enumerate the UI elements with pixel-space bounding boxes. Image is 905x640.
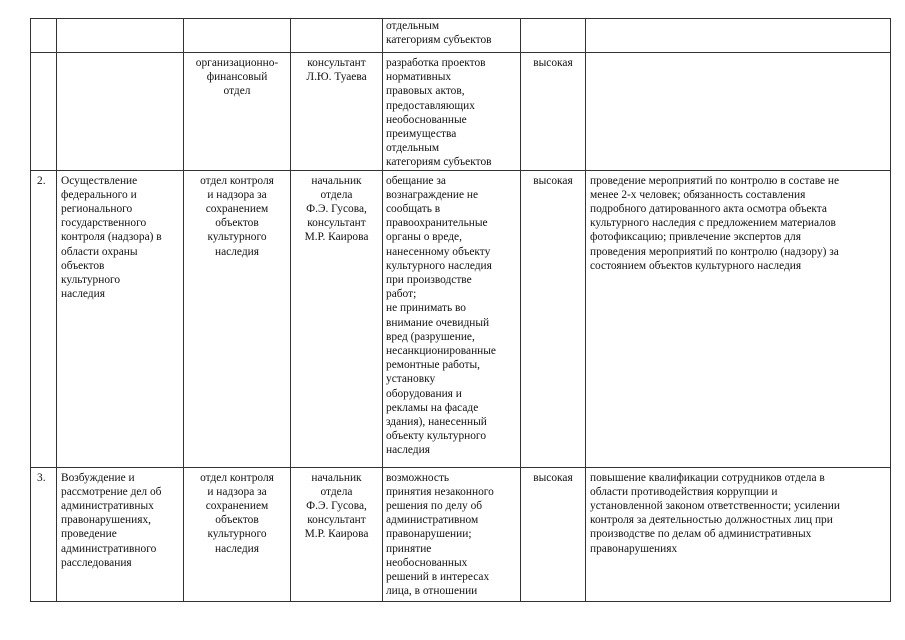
cell-measures — [586, 53, 891, 171]
table-row — [31, 467, 891, 601]
cell-department: организационно- финансовый отдел — [184, 53, 291, 171]
cell-problem: обещание за вознаграждение не сообщать в правоохранительные органы о вреде, нанесенному объекту культурного наследия при производстве работ; не принимать во внимание очевидный вред (разрушение, несанкционированные ремонтные работы, установку оборудования и рекламы на фасаде здания), нанесенный объекту культурного наследия — [383, 170, 521, 467]
table-row — [31, 170, 891, 467]
cell-problem: отдельным категориям субъектов — [383, 19, 521, 53]
cell-risk: высокая — [521, 170, 586, 467]
cell-risk: высокая — [521, 53, 586, 171]
cell-function: Осуществление федерального и регионального государственного контроля (надзора) в области охраны объектов культурного наследия — [57, 170, 184, 467]
cell-position: консультант Л.Ю. Туаева — [291, 53, 383, 171]
cell-problem: разработка проектов нормативных правовых актов, предоставляющих необоснованные преимущества отдельным категориям субъектов — [383, 53, 521, 171]
cell-num: 2. — [31, 170, 57, 467]
cell-measures: повышение квалификации сотрудников отдела в области противодействия коррупции и установленной законом ответственности; усилении контроля за деятельностью должностных лиц при производстве по делам об административных правонарушениях — [586, 467, 891, 601]
cell-function — [57, 19, 184, 53]
document-page — [30, 18, 890, 602]
cell-num: 3. — [31, 467, 57, 601]
cell-risk — [521, 19, 586, 53]
cell-department — [184, 19, 291, 53]
cell-department: отдел контроля и надзора за сохранением объектов культурного наследия — [184, 170, 291, 467]
cell-position — [291, 19, 383, 53]
table-row — [31, 53, 891, 171]
cell-function — [57, 53, 184, 171]
cell-measures — [586, 19, 891, 53]
table-row-continuation — [31, 19, 891, 53]
corruption-risk-table — [30, 18, 891, 602]
cell-num — [31, 19, 57, 53]
cell-num — [31, 53, 57, 171]
cell-position: начальник отдела Ф.Э. Гусова, консультант М.Р. Каирова — [291, 170, 383, 467]
cell-function: Возбуждение и рассмотрение дел об административных правонарушениях, проведение административного расследования — [57, 467, 184, 601]
cell-measures: проведение мероприятий по контролю в составе не менее 2-х человек; обязанность составления подробного датированного акта осмотра объекта культурного наследия с предложением материалов фотофиксацию; привлечение экспертов для проведения мероприятий по контролю (надзору) за состоянием объектов культурного наследия — [586, 170, 891, 467]
cell-problem: возможность принятия незаконного решения по делу об административном правонарушении; принятие необоснованных решений в интересах лица, в отношении — [383, 467, 521, 601]
cell-position: начальник отдела Ф.Э. Гусова, консультант М.Р. Каирова — [291, 467, 383, 601]
cell-risk: высокая — [521, 467, 586, 601]
cell-department: отдел контроля и надзора за сохранением объектов культурного наследия — [184, 467, 291, 601]
